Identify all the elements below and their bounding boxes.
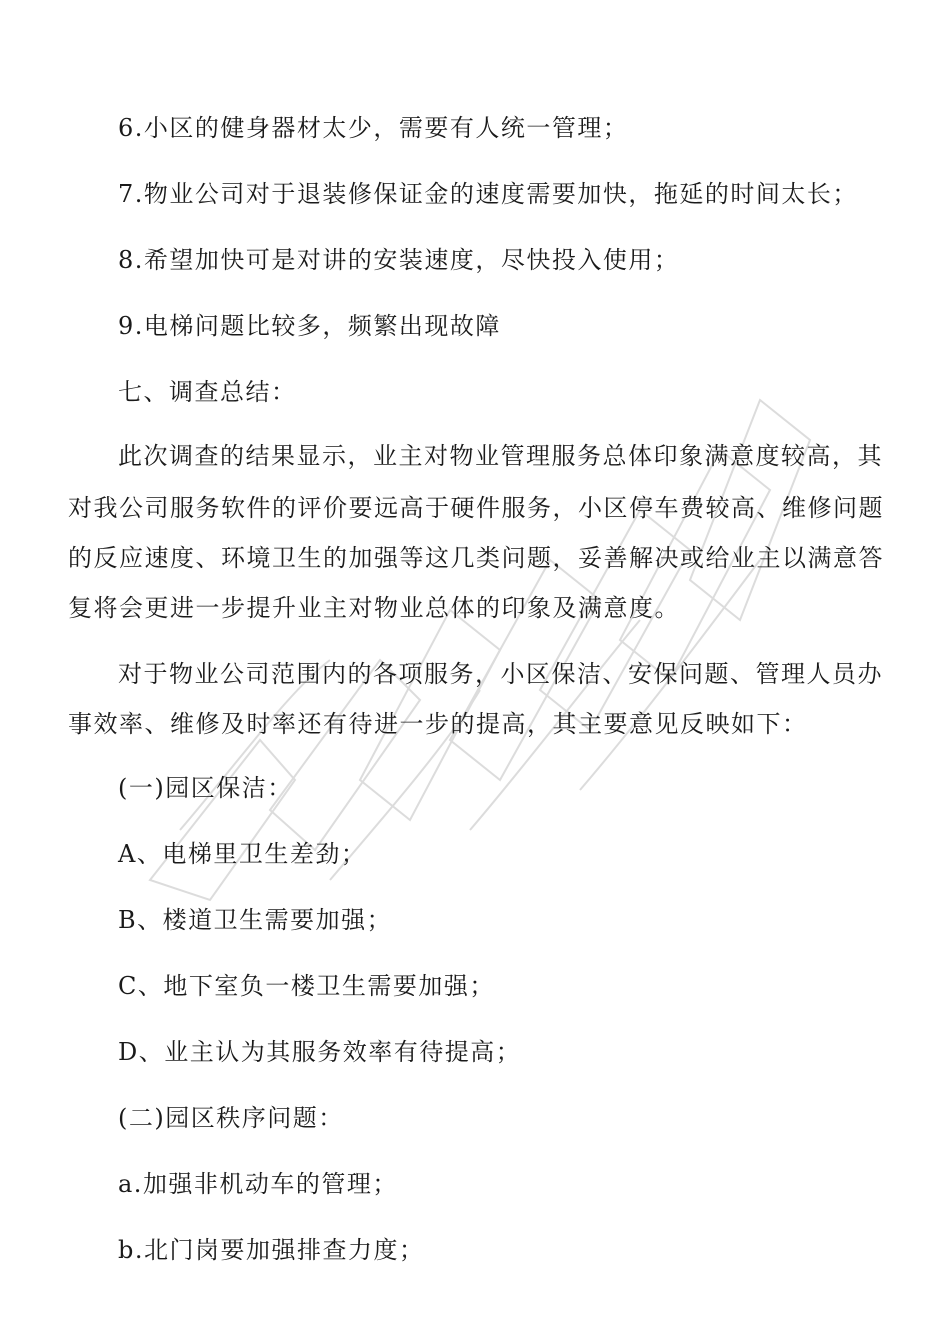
list-item: D、业主认为其服务效率有待提高； — [118, 1038, 522, 1066]
paragraph-line: 此次调查的结果显示，业主对物业管理服务总体印象满意度较高，其 — [118, 442, 883, 470]
paragraph-line: 对于物业公司范围内的各项服务，小区保洁、安保问题、管理人员办 — [118, 660, 883, 688]
list-item: 6.小区的健身器材太少，需要有人统一管理； — [118, 114, 629, 142]
subsection-heading: (一)园区保洁： — [118, 774, 293, 802]
list-item: A、电梯里卫生差劲； — [118, 840, 367, 868]
list-item: C、地下室负一楼卫生需要加强； — [118, 972, 495, 1000]
list-item: 7.物业公司对于退装修保证金的速度需要加快，拖延的时间太长； — [118, 180, 858, 208]
list-item: 8.希望加快可是对讲的安装速度，尽快投入使用； — [118, 246, 680, 274]
subsection-heading: (二)园区秩序问题： — [118, 1104, 344, 1132]
paragraph-line: 对我公司服务软件的评价要远高于硬件服务，小区停车费较高、维修问题 — [68, 494, 884, 522]
list-item: B、楼道卫生需要加强； — [118, 906, 393, 934]
paragraph-line: 的反应速度、环境卫生的加强等这几类问题，妥善解决或给业主以满意答 — [68, 544, 884, 572]
list-item: a.加强非机动车的管理； — [118, 1170, 398, 1198]
paragraph-line: 事效率、维修及时率还有待进一步的提高，其主要意见反映如下： — [68, 710, 808, 738]
paragraph-line: 复将会更进一步提升业主对物业总体的印象及满意度。 — [68, 594, 680, 622]
section-heading: 七、调查总结： — [118, 378, 297, 406]
list-item: b.北门岗要加强排查力度； — [118, 1236, 425, 1264]
list-item: 9.电梯问题比较多，频繁出现故障 — [118, 312, 501, 340]
